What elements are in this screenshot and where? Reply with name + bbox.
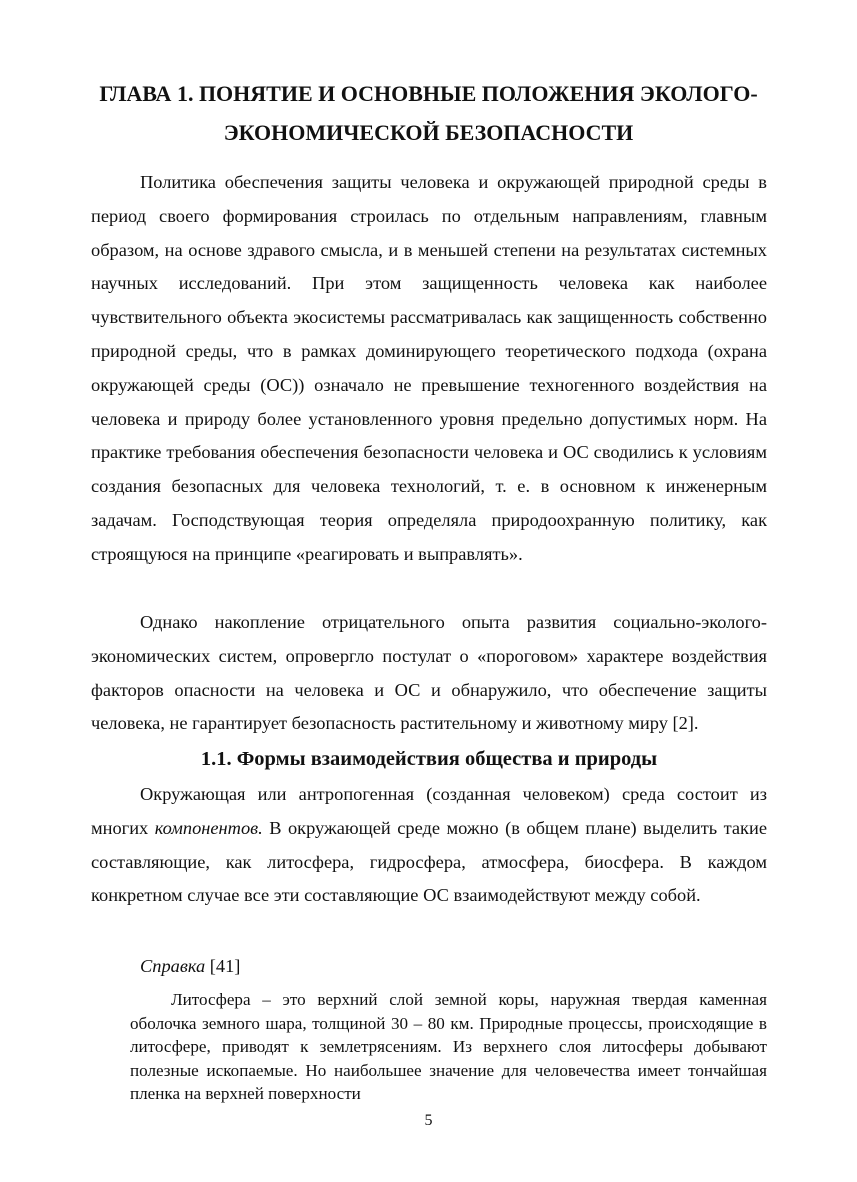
reference-label: Справка xyxy=(140,956,206,976)
section-paragraph xyxy=(91,778,767,913)
chapter-title: ГЛАВА 1. ПОНЯТИЕ И ОСНОВНЫЕ ПОЛОЖЕНИЯ ЭКОЛОГО-ЭКОНОМИЧЕСКОЙ БЕЗОПАСНОСТИ xyxy=(99,81,758,145)
section-paragraph-start: Окружающая или антропогенная (созданная человеком) среда состоит из многих xyxy=(91,784,767,838)
body-paragraph: Политика обеспечения защиты человека и окружающей природной среды в период своего формирования строилась по отдельным направлениям, главным образом, на основе здравого смысла, и в меньшей степени на результатах системных научных исследований. При этом защищенность человека как наиболее чувствительного объекта экосистемы рассматривалась как защищенность собственно природной среды, что в рамках доминирующего теоретического подхода (охрана окружающей среды (ОС)) означало не превышение техногенного воздействия на человека и природу более установленного уровня предельно допустимых норм. На практике требования обеспечения безопасности человека и ОС сводились к условиям создания безопасных для человека технологий, т. е. в основном к инженерным задачам. Господствующая теория определяла природоохранную политику, как строящуюся на принципе «реагировать и выправлять». xyxy=(91,172,767,564)
page-number: 5 xyxy=(424,1112,433,1129)
section-paragraph-end: В окружающей среде можно (в общем плане) выделить такие составляющие, как литосфера, гидросфера, атмосфера, биосфера. В каждом конкретном случае все эти составляющие ОС взаимодействуют между собой. xyxy=(91,817,767,906)
body-paragraph: Однако накопление отрицательного опыта развития социально-эколого-экономических систем, опровергло постулат о «пороговом» характере воздействия факторов опасности на человека и ОС и обнаружило, что обеспечение защиты человека, не гарантирует безопасность растительному и животному миру [2]. xyxy=(91,612,767,734)
note-paragraph: Литосфера – это верхний слой земной коры, наружная твердая каменная оболочка земного шара, толщиной 30 – 80 км. Природные процессы, происходящие в литосфере, приводят к землетрясениям. Из верхнего слоя литосферы добывают полезные ископаемые. Но наибольшее значение для человечества имеет тончайшая пленка на верхней поверхности xyxy=(130,990,767,1103)
emphasized-term: компонентов. xyxy=(154,817,263,838)
reference-citation: [41] xyxy=(205,956,241,976)
reference-line xyxy=(140,950,240,984)
section-title: 1.1. Формы взаимодействия общества и природы xyxy=(200,748,658,770)
